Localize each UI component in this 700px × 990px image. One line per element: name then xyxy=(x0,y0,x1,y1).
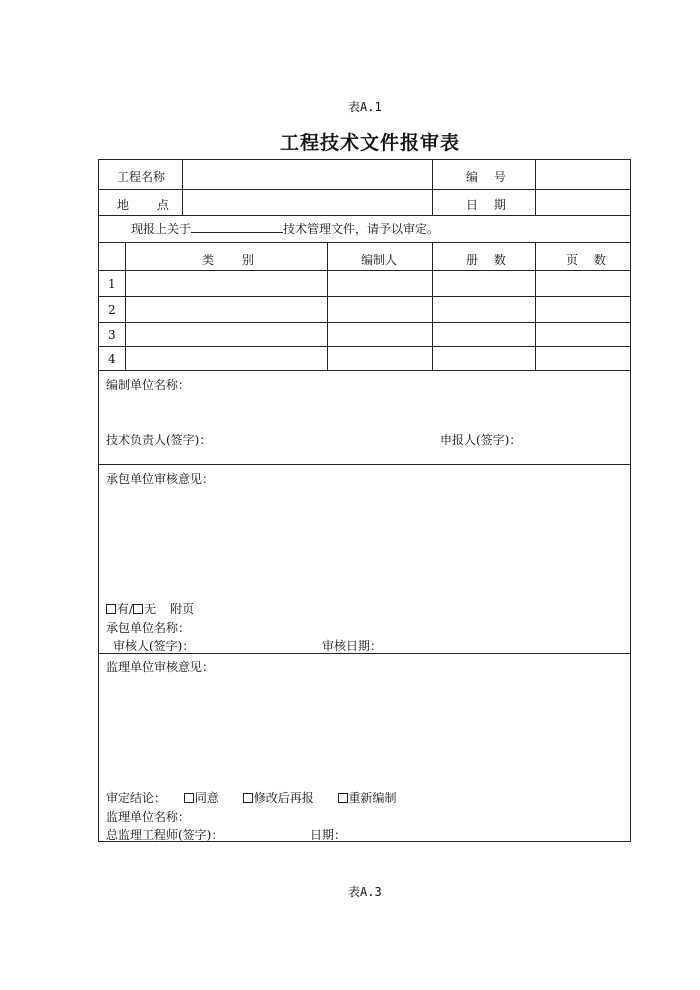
tech-lead-signature-label: 技术负责人(签字)： xyxy=(106,433,212,447)
recompile-option[interactable] xyxy=(338,791,397,805)
supervisor-opinion-label: 监理单位审核意见： xyxy=(106,660,215,674)
submission-suffix: 技术管理文件，请予以审定。 xyxy=(283,222,440,236)
revise-checkbox[interactable] xyxy=(243,793,253,803)
submission-sentence xyxy=(131,220,439,237)
contractor-opinion-label: 承包单位审核意见： xyxy=(106,472,215,486)
column-header-volumes: 册 数 xyxy=(466,253,506,267)
row-number: 3 xyxy=(108,328,116,342)
no-attachment-label: 无 xyxy=(144,602,157,616)
conclusion-label: 审定结论： xyxy=(106,791,167,805)
row-number: 2 xyxy=(108,303,116,317)
recompile-label: 重新编制 xyxy=(348,791,397,805)
row-number: 4 xyxy=(108,352,116,366)
no-attachment-checkbox[interactable] xyxy=(133,604,143,614)
agree-option[interactable] xyxy=(184,791,219,805)
column-header-compiler: 编制人 xyxy=(361,253,398,267)
has-attachment-label: 有 xyxy=(117,602,130,616)
date-label: 日 期 xyxy=(466,198,506,212)
revise-option[interactable] xyxy=(243,791,314,805)
compiler-unit-label: 编制单位名称： xyxy=(106,378,191,392)
document-topic-blank[interactable] xyxy=(191,221,283,233)
form-title: 工程技术文件报审表 xyxy=(280,132,461,154)
row-number: 1 xyxy=(108,277,116,291)
contractor-unit-label: 承包单位名称： xyxy=(106,621,191,635)
review-date-label: 审核日期： xyxy=(322,639,383,653)
location-label: 地 点 xyxy=(117,198,169,212)
has-attachment-checkbox[interactable] xyxy=(106,604,116,614)
reviewer-signature-label: 审核人(签字)： xyxy=(113,639,195,653)
number-field[interactable] xyxy=(537,161,629,188)
chief-engineer-signature-label: 总监理工程师(签字)： xyxy=(106,828,224,842)
agree-checkbox[interactable] xyxy=(184,793,194,803)
date-field[interactable] xyxy=(537,191,629,214)
conclusion-line xyxy=(106,789,397,806)
supervisor-date-label: 日期： xyxy=(310,828,347,842)
recompile-checkbox[interactable] xyxy=(338,793,348,803)
submitter-signature-label: 申报人(签字)： xyxy=(440,433,522,447)
supervisor-unit-label: 监理单位名称： xyxy=(106,810,191,824)
bottom-caption: 表A.3 xyxy=(348,885,382,899)
contractor-opinion-area[interactable] xyxy=(104,490,624,594)
revise-label: 修改后再报 xyxy=(253,791,314,805)
number-label: 编 号 xyxy=(466,170,506,184)
slash-separator: / xyxy=(129,602,134,616)
agree-label: 同意 xyxy=(194,791,219,805)
submission-prefix: 现报上关于 xyxy=(131,222,192,236)
column-header-category: 类 别 xyxy=(202,253,254,267)
supervisor-opinion-area[interactable] xyxy=(104,678,624,782)
project-name-field[interactable] xyxy=(184,161,431,188)
attachment-label: 附页 xyxy=(170,602,195,616)
top-caption: 表A.1 xyxy=(348,100,382,114)
attachment-line xyxy=(106,600,194,617)
location-field[interactable] xyxy=(184,191,431,214)
project-name-label: 工程名称 xyxy=(117,170,166,184)
column-header-pages: 页 数 xyxy=(566,253,606,267)
